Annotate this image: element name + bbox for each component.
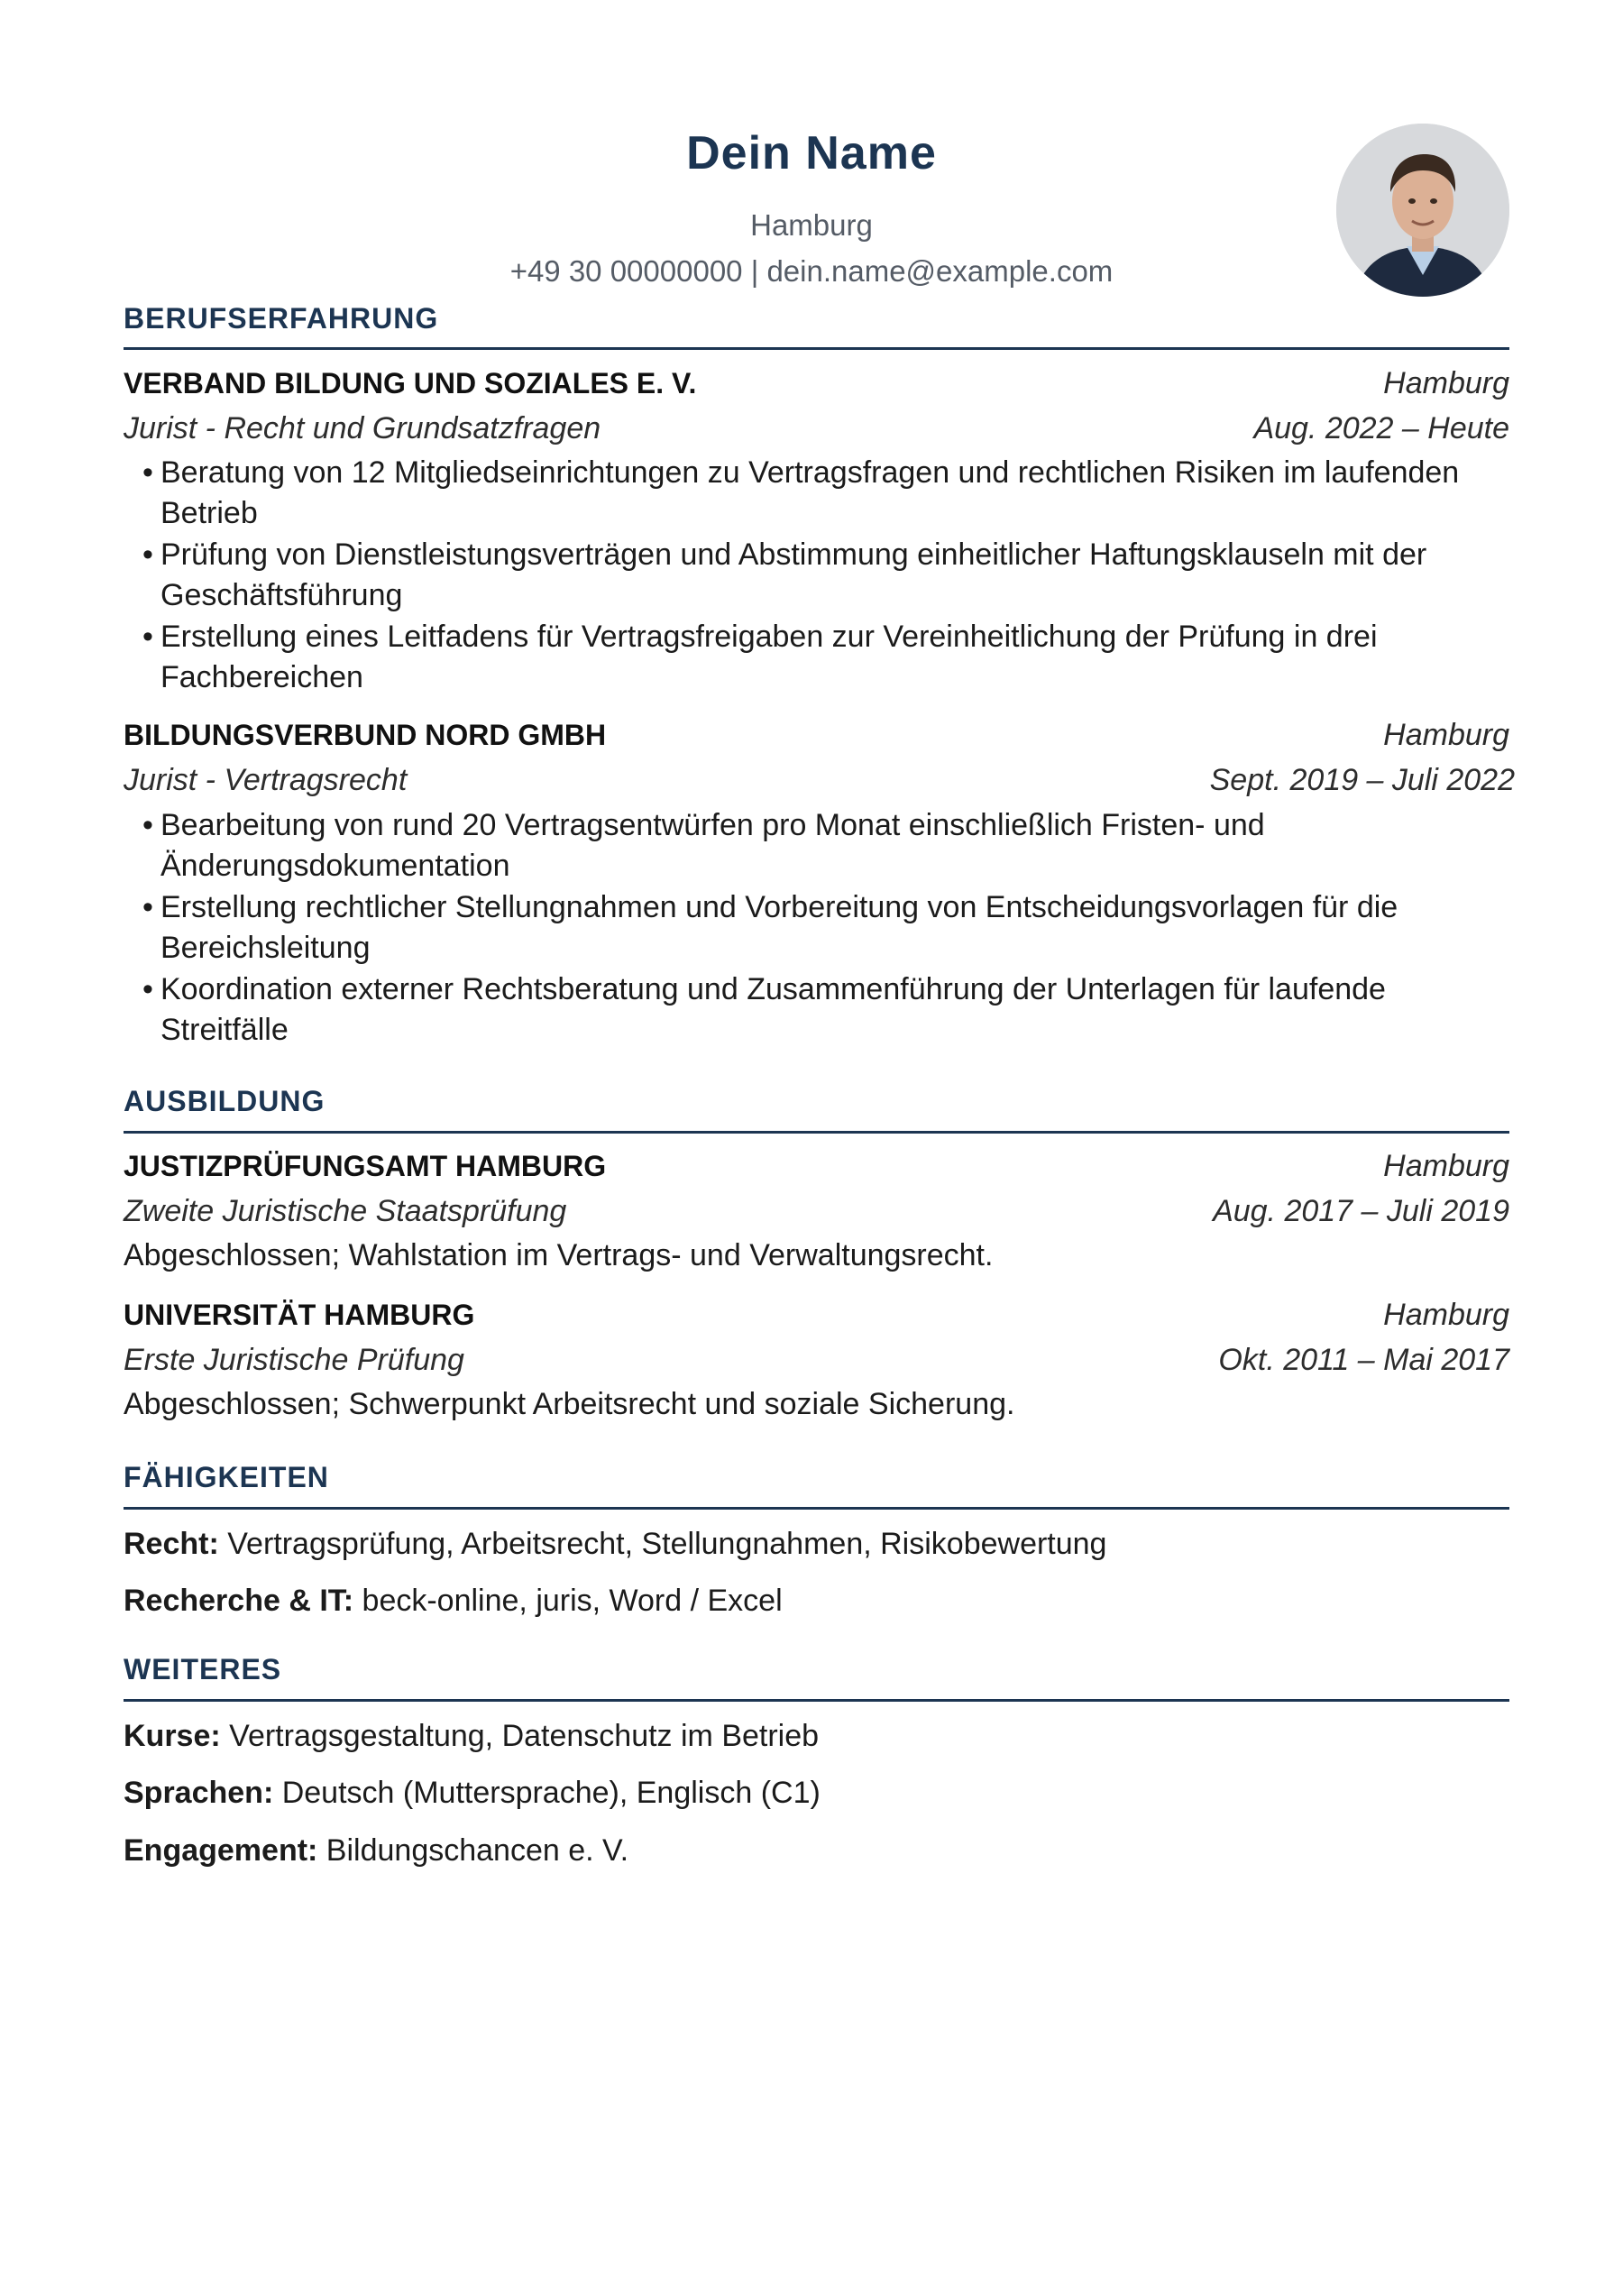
employer-location: Hamburg xyxy=(1383,718,1509,752)
other-line xyxy=(124,1832,628,1869)
skill-value: beck-online, juris, Word / Excel xyxy=(353,1584,783,1618)
job-title: Jurist - Vertragsrecht xyxy=(124,763,408,797)
employer-name: VERBAND BILDUNG UND SOZIALES E. V. xyxy=(124,367,697,400)
other-line xyxy=(124,1718,819,1754)
institution-name: UNIVERSITÄT HAMBURG xyxy=(124,1299,475,1331)
job-dates: Aug. 2022 – Heute xyxy=(1253,411,1509,445)
education-description: Abgeschlossen; Schwerpunkt Arbeitsrecht und soziale Sicherung. xyxy=(124,1387,1015,1421)
skill-line xyxy=(124,1526,1106,1562)
employer-name: BILDUNGSVERBUND NORD GMBH xyxy=(124,719,607,751)
job-title: Jurist - Recht und Grundsatzfragen xyxy=(124,411,601,445)
section-divider xyxy=(124,1507,1509,1510)
skill-label: Recht: xyxy=(124,1527,219,1561)
degree-title: Erste Juristische Prüfung xyxy=(124,1343,464,1377)
section-divider xyxy=(124,347,1509,350)
other-label: Engagement: xyxy=(124,1833,318,1868)
job-bullet: • Erstellung eines Leitfadens für Vertragsfreigaben zur Vereinheitlichung der Prüfung in drei Fachbereichen xyxy=(142,617,1495,698)
resume-name: Dein Name xyxy=(686,127,937,179)
other-line xyxy=(124,1775,821,1811)
section-divider xyxy=(124,1131,1509,1134)
education-dates: Okt. 2011 – Mai 2017 xyxy=(1218,1343,1509,1377)
institution-name: JUSTIZPRÜFUNGSAMT HAMBURG xyxy=(124,1150,607,1182)
employer-location: Hamburg xyxy=(1383,366,1509,400)
profile-photo xyxy=(1336,124,1509,297)
job-dates: Sept. 2019 – Juli 2022 xyxy=(1209,763,1515,797)
job-bullet: • Erstellung rechtlicher Stellungnahmen und Vorbereitung von Entscheidungsvorlagen für die Bereichsleitung xyxy=(142,887,1495,969)
institution-location: Hamburg xyxy=(1383,1149,1509,1183)
skill-value: Vertragsprüfung, Arbeitsrecht, Stellungnahmen, Risikobewertung xyxy=(218,1527,1107,1561)
section-divider xyxy=(124,1699,1509,1702)
resume-city: Hamburg xyxy=(750,208,873,242)
education-description: Abgeschlossen; Wahlstation im Vertrags- und Verwaltungsrecht. xyxy=(124,1238,994,1272)
section-title-skills: FÄHIGKEITEN xyxy=(124,1461,329,1493)
resume-contact: +49 30 00000000 | dein.name@example.com xyxy=(509,254,1114,288)
other-value: Deutsch (Muttersprache), Englisch (C1) xyxy=(273,1776,821,1810)
institution-location: Hamburg xyxy=(1383,1298,1509,1332)
section-title-experience: BERUFSERFAHRUNG xyxy=(124,302,439,335)
section-title-other: WEITERES xyxy=(124,1653,282,1685)
job-bullet: • Prüfung von Dienstleistungsverträgen und Abstimmung einheitlicher Haftungsklauseln mit der Geschäftsführung xyxy=(142,535,1495,616)
other-label: Sprachen: xyxy=(124,1776,274,1810)
other-label: Kurse: xyxy=(124,1719,221,1753)
education-dates: Aug. 2017 – Juli 2019 xyxy=(1213,1194,1509,1228)
other-value: Bildungschancen e. V. xyxy=(317,1833,629,1868)
other-value: Vertragsgestaltung, Datenschutz im Betrieb xyxy=(220,1719,820,1753)
degree-title: Zweite Juristische Staatsprüfung xyxy=(124,1194,567,1228)
section-title-education: AUSBILDUNG xyxy=(124,1085,326,1117)
profile-photo-illustration xyxy=(1336,124,1509,297)
job-bullet: • Beratung von 12 Mitgliedseinrichtungen zu Vertragsfragen und rechtlichen Risiken im laufenden Betrieb xyxy=(142,453,1495,534)
job-bullet: • Koordination externer Rechtsberatung und Zusammenführung der Unterlagen für laufende Streitfälle xyxy=(142,969,1495,1051)
job-bullet: • Bearbeitung von rund 20 Vertragsentwürfen pro Monat einschließlich Fristen- und Änderungsdokumentation xyxy=(142,805,1495,886)
skill-label: Recherche & IT: xyxy=(124,1584,354,1618)
skill-line xyxy=(124,1583,783,1619)
